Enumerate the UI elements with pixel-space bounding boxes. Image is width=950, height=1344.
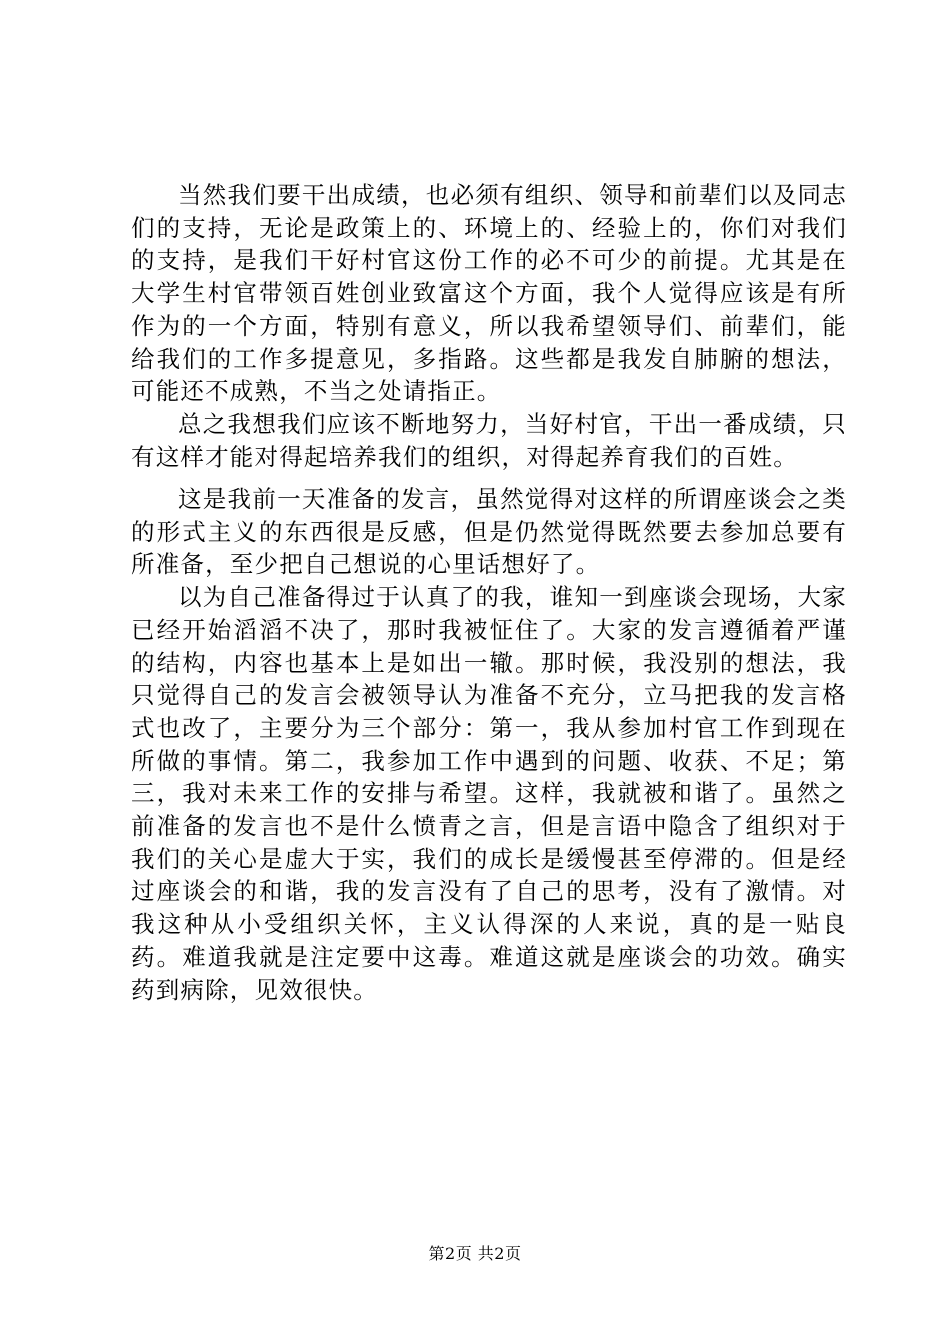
text-section-2: [131, 483, 847, 1006]
page-number-footer: 第2页 共2页: [428, 1244, 522, 1263]
paragraph: 总之我想我们应该不断地努力，当好村官，干出一番成绩，只有这样才能对得起培养我们的组织，对得起养育我们的百姓。: [131, 409, 847, 471]
paragraph: 这是我前一天准备的发言，虽然觉得对这样的所谓座谈会之类的形式主义的东西很是反感，但是仍然觉得既然要去参加总要有所准备，至少把自己想说的心里话想好了。: [131, 485, 847, 579]
paragraph: 当然我们要干出成绩，也必须有组织、领导和前辈们以及同志们的支持，无论是政策上的、环境上的、经验上的，你们对我们的支持，是我们干好村官这份工作的必不可少的前提。尤其是在大学生村官带领百姓创业致富这个方面，我个人觉得应该是有所作为的一个方面，特别有意义，所以我希望领导们、前辈们，能给我们的工作多提意见，多指路。这些都是我发自肺腑的想法，可能还不成熟，不当之处请指正。: [131, 181, 847, 406]
paragraph: 以为自己准备得过于认真了的我，谁知一到座谈会现场，大家已经开始滔滔不决了，那时我被怔住了。大家的发言遵循着严谨的结构，内容也基本上是如出一辙。那时候，我没别的想法，我只觉得自己的发言会被领导认为准备不充分，立马把我的发言格式也改了，主要分为三个部分：第一，我从参加村官工作到现在所做的事情。第二，我参加工作中遇到的问题、收获、不足；第三，我对未来工作的安排与希望。这样，我就被和谐了。虽然之前准备的发言也不是什么愤青之言，但是言语中隐含了组织对于我们的关心是虚大于实，我们的成长是缓慢甚至停滞的。但是经过座谈会的和谐，我的发言没有了自己的思考，没有了激情。对我这种从小受组织关怀，主义认得深的人来说，真的是一贴良药。难道我就是注定要中这毒。难道这就是座谈会的功效。确实药到病除，见效很快。: [131, 583, 847, 1004]
text-section-1: [131, 179, 847, 473]
